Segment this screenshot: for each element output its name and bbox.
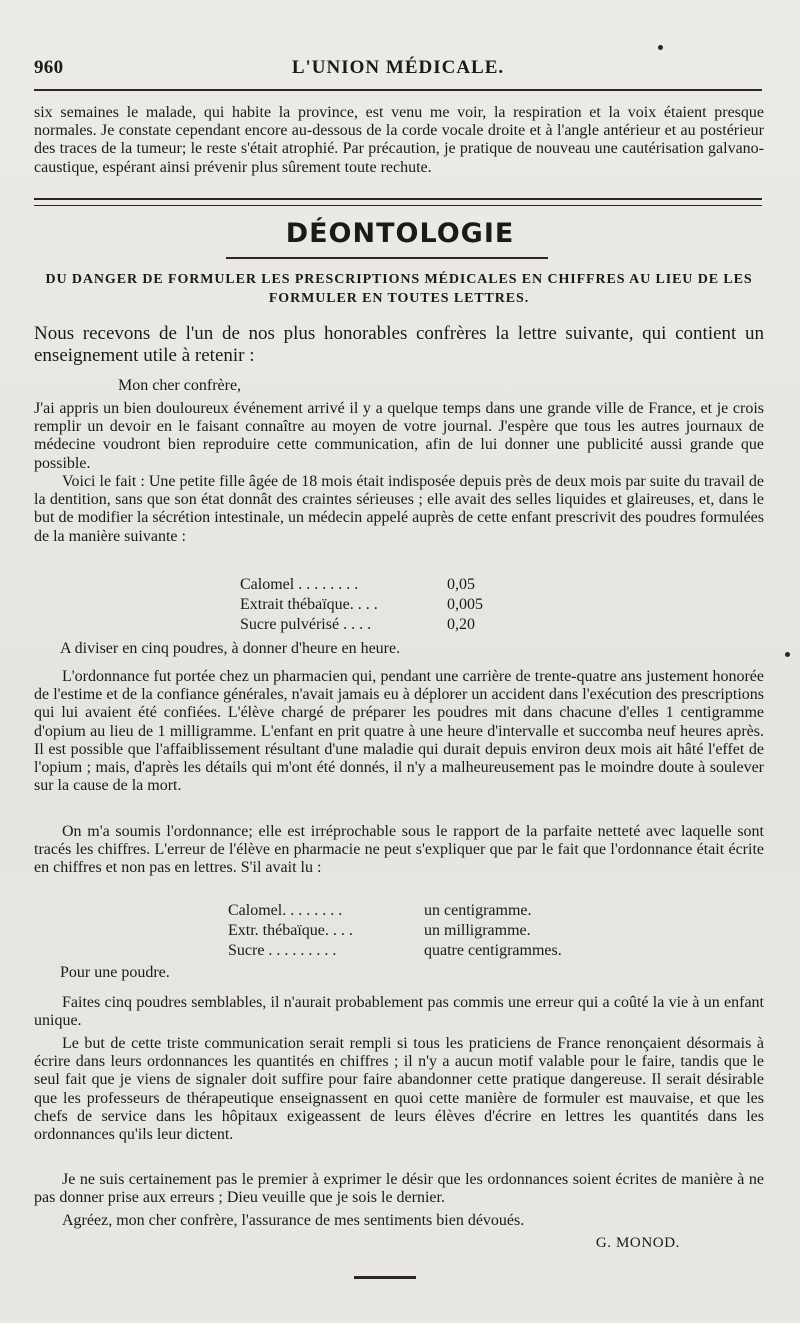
ingredient-dose: 0,05 <box>447 576 475 593</box>
prescription-2-instruction: Pour une poudre. <box>60 964 170 981</box>
end-rule <box>354 1276 416 1279</box>
prescription-row <box>228 921 608 941</box>
ingredient-dose: quatre centigrammes. <box>424 942 562 959</box>
letter-paragraph-6: Le but de cette triste communication serait rempli si tous les praticiens de France renonçaient désormais à écrire dans leurs ordonnances les quantités en chiffres ; il n'y a aucun motif valable pour le faire, tandis que le seul fait que je viens de signaler doit suffire pour faire abandonner cette pratique dangereuse. Il serait désirable que les professeurs de thérapeutique enseignassent en quoi cette manière de formuler est mauvaise, et que les chefs de service dans les hôpitaux exigeassent de leurs élèves d'écrire en lettres les quantités dans les ordonnances qu'ils leur dictent. <box>34 1035 764 1144</box>
prescription-letters <box>228 901 608 961</box>
lead-paragraph: Nous recevons de l'un de nos plus honorables confrères la lettre suivante, qui contient un enseignement utile à retenir : <box>34 323 764 366</box>
ingredient-dose: un centigramme. <box>424 902 532 919</box>
prescription-row <box>240 615 560 635</box>
ingredient-dose: un milligramme. <box>424 922 531 939</box>
prescription-row <box>228 901 608 921</box>
ingredient-dose: 0,20 <box>447 616 475 633</box>
letter-paragraph-2: Voici le fait : Une petite fille âgée de 18 mois était indisposée depuis près de deux mois par suite du travail de la dentition, sans que son état donnât des craintes sérieuses ; elle avait des selles liquides et glaireuses, et, dans le but de modifier la sécrétion intestinale, un médecin appelé auprès de cette enfant prescrivit des poudres formulées de la manière suivante : <box>34 473 764 545</box>
section-title-rule <box>226 257 548 259</box>
letter-closing: Agréez, mon cher confrère, l'assurance de mes sentiments bien dévoués. <box>62 1212 525 1229</box>
letter-salutation: Mon cher confrère, <box>118 377 242 394</box>
intro-paragraph: six semaines le malade, qui habite la province, est venu me voir, la respiration et la voix étaient presque normales. Je constate cependant encore au-dessous de la corde vocale droite et à l'angle antérieur et au postérieur des traces de la tumeur; le reste s'était atrophié. Par précaution, je pratique de nouveau une cautérisation galvano-caustique, espérant ainsi prévenir plus sûrement toute rechute. <box>34 104 764 176</box>
letter-paragraph-4: On m'a soumis l'ordonnance; elle est irréprochable sous le rapport de la parfaite netteté avec laquelle sont tracés les chiffres. L'erreur de l'élève en pharmacie ne peut s'expliquer que par le fait que l'ordonnance était écrite en chiffres et non pas en lettres. S'il avait lu : <box>34 823 764 877</box>
ingredient-name: Calomel . . . . . . . . <box>240 576 359 593</box>
section-title: DÉONTOLOGIE <box>285 218 515 249</box>
page-number: 960 <box>34 57 64 78</box>
prescription-row <box>240 575 560 595</box>
prescription-row <box>228 941 608 961</box>
ingredient-name: Calomel. . . . . . . . <box>228 902 343 919</box>
ingredient-dose: 0,005 <box>447 596 483 613</box>
prescription-figures <box>240 575 560 635</box>
page-header <box>34 57 762 83</box>
header-rule <box>34 89 762 91</box>
print-speck <box>785 652 790 657</box>
ingredient-name: Sucre . . . . . . . . . <box>228 942 337 959</box>
ingredient-name: Sucre pulvérisé . . . . <box>240 616 372 633</box>
prescription-instruction: A diviser en cinq poudres, à donner d'heure en heure. <box>60 640 401 657</box>
letter-paragraph-3: L'ordonnance fut portée chez un pharmacien qui, pendant une carrière de trente-quatre ans justement honorée de l'estime et de la confiance générales, n'avait jamais eu à déplorer un accident dans l'exécution des prescriptions qui lui avaient été confiées. L'élève chargé de préparer les poudres mit dans chacune d'elles 1 centigramme d'opium au lieu de 1 milligramme. L'enfant en prit quatre à une heure d'intervalle et succomba neuf heures après. Il est possible que l'affaiblissement résultant d'une maladie qui durait depuis environ deux mois ait hâté l'effet de l'opium ; mais, d'après les détails qui m'ont été donnés, il n'y a malheureusement pas le moindre doute à soulever sur la cause de la mort. <box>34 668 764 795</box>
letter-paragraph-1: J'ai appris un bien douloureux événement arrivé il y a quelque temps dans une grande ville de France, et je crois remplir un devoir en le faisant connaître au moyen de votre journal. J'espère que tous les autres journaux de médecine voudront bien reproduire cette communication, afin de lui donner une publicité aussi grande que possible. <box>34 400 764 472</box>
section-double-rule <box>34 198 762 206</box>
letter-signature: G. MONOD. <box>595 1235 680 1251</box>
prescription-row <box>240 595 560 615</box>
journal-title: L'UNION MÉDICALE. <box>291 57 505 78</box>
letter-paragraph-5: Faites cinq poudres semblables, il n'aurait probablement pas commis une erreur qui a coûté la vie à un enfant unique. <box>34 994 764 1030</box>
ingredient-name: Extr. thébaïque. . . . <box>228 922 353 939</box>
ingredient-name: Extrait thébaïque. . . . <box>240 596 378 613</box>
section-subtitle: DU DANGER DE FORMULER LES PRESCRIPTIONS MÉDICALES EN CHIFFRES AU LIEU DE LES FORMULER EN TOUTES LETTRES. <box>45 272 753 306</box>
print-speck <box>658 45 663 50</box>
letter-paragraph-7: Je ne suis certainement pas le premier à exprimer le désir que les ordonnances soient écrites de manière à ne pas donner prise aux erreurs ; Dieu veuille que je sois le dernier. <box>34 1171 764 1207</box>
